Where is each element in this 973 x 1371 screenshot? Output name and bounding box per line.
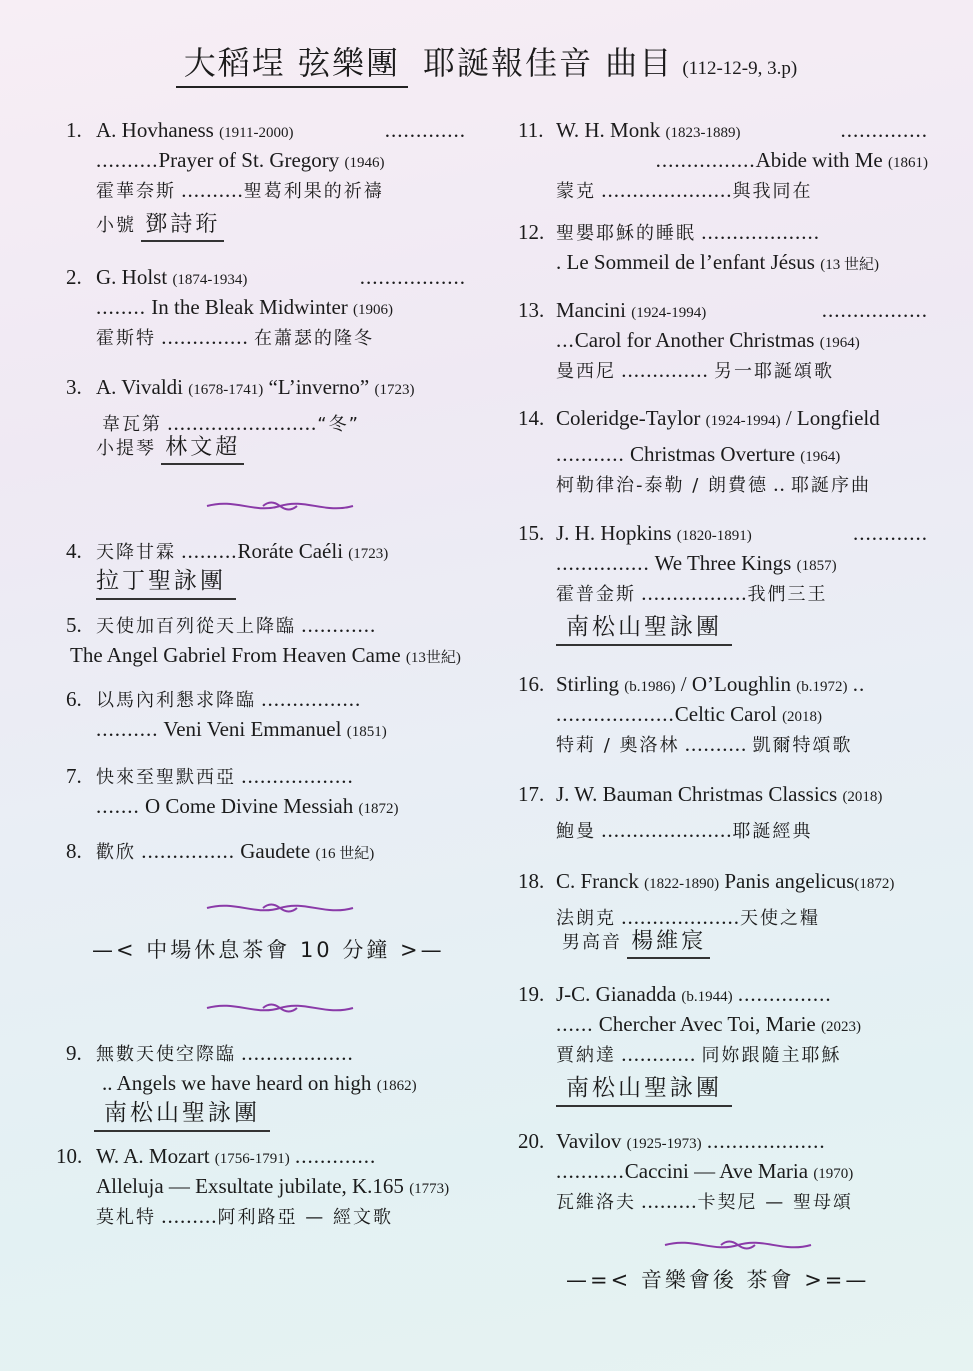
program-item-9 [66,1038,486,1138]
leader-dots: ........... [556,442,625,466]
work-title: .. Angels we have heard on high [102,1071,372,1095]
work-year: (1906) [353,302,394,318]
leader-dots: .......... [181,178,244,202]
program-item-3 [66,372,476,468]
composer-years: (1678-1741) [188,382,264,398]
work-chinese: “冬” [317,414,360,435]
item-number: 12. [518,220,545,244]
item-number: 6. [66,687,82,711]
work-year: (1861) [888,155,928,171]
leader-dots: ............ [301,613,377,637]
work-title: The Angel Gabriel From Heaven Came [70,643,401,667]
leader-dots: ................ [261,687,362,711]
performer-role: 男高音 [562,932,622,953]
work-title: . Le Sommeil de l’enfant Jésus [556,250,815,274]
leader-dots: ..................... [601,818,733,842]
work-title: Prayer of St. Gregory [158,148,340,172]
work-title: In the Bleak Midwinter [151,295,348,319]
performer-name: 鄧詩珩 [141,210,224,242]
work-title: “L’inverno” [268,375,370,399]
leader-dots: ......... [181,539,238,563]
work-year: (1857) [796,558,837,574]
composer-chinese: 莫札特 [96,1207,156,1228]
work-title: O Come Divine Messiah [145,794,354,818]
leader-dots: ......... [641,1189,698,1213]
leader-dots: ............... [737,982,832,1006]
work-title: Gaudete [240,839,311,863]
work-year: (1862) [376,1078,417,1094]
leader-dots: ................... [556,702,675,726]
program-item-6 [66,684,466,744]
work-year: (1851) [346,724,387,740]
choir-name: 南松山聖詠團 [556,1073,732,1107]
composer-years: (b.1986) [624,679,676,695]
work-chinese: 聖葛利果的祈禱 [243,181,384,202]
item-number: 16. [518,672,545,696]
work-chinese: 卡契尼 — 聖母頌 [697,1192,853,1213]
composer-years: (1925-1973) [626,1136,702,1152]
program-item-4 [66,536,486,606]
item-number: 14. [518,406,545,430]
composer-years: (1820-1891) [676,528,752,544]
work-year: (1872) [854,876,895,892]
leader-dots: .......... [684,732,748,756]
work-year: (1946) [344,155,385,171]
composer-years: (1756-1791) [214,1151,290,1167]
leader-dots: ................... [701,220,820,244]
work-chinese: 凱爾特頌歌 [752,735,853,756]
composer: Mancini [556,298,626,322]
leader-dots: .......... [96,148,159,172]
leader-dots: ................. [359,265,466,289]
composer: W. H. Monk [556,118,661,142]
work-title: Carol for Another Christmas [574,328,815,352]
leader-dots: .............. [621,358,709,382]
composer-chinese: 柯勒律治-泰勒 / 朗費德 [556,475,769,496]
closing-notice: —=< 音樂會後 茶會 >=— [566,1268,870,1292]
work-chinese: 天使加百列從天上降臨 [96,616,296,637]
leader-dots: ..................... [601,178,733,202]
program-item-7 [66,761,466,821]
item-number: 7. [66,764,82,788]
leader-dots: ................. [821,298,928,322]
choir-name: 南松山聖詠團 [94,1098,270,1132]
item-number: 3. [66,375,82,399]
work-title: Christmas Overture [630,442,796,466]
composer-second-years: (b.1972) [796,679,848,695]
work-chinese: 另一耶誕頌歌 [714,361,834,382]
work-year: (1723) [374,382,415,398]
work-title: We Three Kings [654,551,792,575]
composer-chinese: 韋瓦第 [102,414,162,435]
composer: J-C. Gianadda [556,982,677,1006]
flourish-divider [205,998,355,1018]
item-number: 11. [518,118,544,142]
performer-role: 小提琴 [96,438,156,459]
composer-years: (1911-2000) [219,125,294,141]
item-number: 18. [518,869,545,893]
work-chinese: 天降甘霖 [96,542,176,563]
composer: A. Hovhaness [96,118,214,142]
work-chinese: 歡欣 [96,842,136,863]
work-year: (1964) [800,449,841,465]
item-number: 13. [518,298,545,322]
work-title: Chercher Avec Toi, Marie [598,1012,816,1036]
work-chinese: 天使之糧 [740,908,820,929]
leader-dots: .................. [241,764,354,788]
program-item-17 [518,779,938,845]
leader-dots: ................... [621,905,740,929]
work-title: Veni Veni Emmanuel [163,717,342,741]
composer-years: (1924-1994) [705,413,781,429]
work-year: (1964) [819,335,860,351]
composer-chinese: 霍華奈斯 [96,181,176,202]
program-item-15 [518,518,928,652]
program-item-19 [518,979,938,1113]
program-item-8 [66,836,466,866]
program-item-12 [518,217,928,277]
concert-title: 耶誕報佳音 曲目 [423,44,674,82]
item-number: 17. [518,782,545,806]
program-item-13 [518,295,928,385]
flourish-divider [205,496,355,516]
work-chinese: 無數天使空際臨 [96,1044,236,1065]
composer: C. Franck [556,869,639,893]
work-title: Celtic Carol [674,702,777,726]
work-chinese: 同妳跟隨主耶穌 [701,1045,842,1066]
work-chinese: 與我同在 [732,181,813,202]
composer-chinese: 蒙克 [556,181,596,202]
flourish-divider [205,898,355,918]
composer-chinese: 鮑曼 [556,821,596,842]
program-item-10 [56,1141,496,1231]
composer: G. Holst [96,265,168,289]
composer-second: / Longfield [785,406,880,430]
work-chinese: 阿利路亞 — 經文歌 [217,1207,393,1228]
program-item-16 [518,669,938,759]
work-title: Caccini — Ave Maria [624,1159,809,1183]
leader-dots: ............... [141,839,235,863]
work-chinese: 以馬內利懇求降臨 [96,690,256,711]
composer-second: / O’Loughlin [680,672,792,696]
leader-dots: ...... [556,1012,594,1036]
work-year: (1872) [358,801,399,817]
leader-dots: ............ [853,521,928,545]
program-item-2 [66,262,466,352]
composer-years: (1822-1890) [644,876,720,892]
work-year: (1970) [813,1166,854,1182]
composer: J. H. Hopkins [556,521,672,545]
work-chinese: 耶誕序曲 [791,475,872,496]
leader-dots: .............. [840,118,928,142]
leader-dots: ................ [655,148,756,172]
composer-chinese: 特莉 / 奧洛林 [556,735,680,756]
composer-chinese: 瓦維洛夫 [556,1192,636,1213]
composer-chinese: 賈納達 [556,1045,616,1066]
flourish-divider [663,1235,813,1255]
performer-role: 小號 [96,215,136,236]
work-year: (2023) [821,1019,862,1035]
item-number: 5. [66,613,82,637]
work-year: (13世紀) [405,650,461,666]
composer: Coleridge-Taylor [556,406,701,430]
item-number: 19. [518,982,545,1006]
item-number: 10. [56,1144,83,1168]
composer-years: (1874-1934) [172,272,248,288]
work-year: (16 世紀) [315,846,375,862]
leader-dots: .. [852,672,866,696]
composer-chinese: 曼西尼 [556,361,616,382]
composer: W. A. Mozart [96,1144,210,1168]
leader-dots: ................... [706,1129,826,1153]
composer-years: (1823-1889) [665,125,741,141]
composer: J. W. Bauman Christmas Classics [556,782,838,806]
item-number: 4. [66,539,82,563]
work-title: Abide with Me [755,148,883,172]
program-item-1 [66,115,466,249]
work-title: Panis angelicus [724,869,855,893]
composer-years: (b.1944) [681,989,733,1005]
choir-name: 南松山聖詠團 [556,612,732,646]
leader-dots: .............. [161,325,249,349]
leader-dots: ....... [96,794,140,818]
leader-dots: ........................ [167,411,318,435]
work-year: (1773) [409,1181,450,1197]
item-number: 15. [518,521,545,545]
leader-dots: ......... [161,1204,218,1228]
work-year: (1723) [348,546,389,562]
choir-name: 拉丁聖詠團 [96,566,236,600]
composer: A. Vivaldi [96,375,184,399]
leader-dots: ............... [556,551,650,575]
work-chinese: 耶誕經典 [732,821,813,842]
performer-name: 楊維宸 [627,927,710,959]
item-number: 20. [518,1129,545,1153]
leader-dots: .. [773,472,786,496]
leader-dots: ................. [641,581,748,605]
item-number: 9. [66,1041,82,1065]
leader-dots: ... [556,328,575,352]
leader-dots: ............. [295,1144,377,1168]
performer-name: 林文超 [161,433,244,465]
concert-date: (112-12-9, 3.p) [682,58,798,79]
work-title: Alleluja — Exsultate jubilate, K.165 [96,1174,404,1198]
program-title [0,38,973,88]
item-number: 1. [66,118,82,142]
leader-dots: .......... [96,717,159,741]
leader-dots: ........... [556,1159,625,1183]
program-item-11 [518,115,928,205]
orchestra-name: 大稻埕 弦樂團 [176,38,408,88]
work-year: (2018) [782,709,823,725]
leader-dots: ............. [384,118,466,142]
work-chinese: 快來至聖默西亞 [96,767,236,788]
work-chinese: 聖嬰耶穌的睡眠 [556,223,696,244]
program-item-20 [518,1126,938,1216]
program-item-18 [518,866,938,962]
work-year: (13 世紀) [820,257,879,273]
leader-dots: ........ [96,295,146,319]
item-number: 8. [66,839,82,863]
composer: Vavilov [556,1129,622,1153]
intermission-notice: —< 中場休息茶會 10 分鐘 >— [92,938,445,962]
composer-chinese: 霍斯特 [96,328,156,349]
composer-chinese: 霍普金斯 [556,584,636,605]
program-item-5 [66,610,536,670]
composer-chinese: 法朗克 [556,908,616,929]
work-title: Roráte Caéli [237,539,344,563]
item-number: 2. [66,265,82,289]
composer: Stirling [556,672,620,696]
work-chinese: 我們三王 [747,584,828,605]
program-item-14 [518,403,938,499]
work-chinese: 在蕭瑟的隆冬 [254,328,374,349]
leader-dots: ............ [621,1042,697,1066]
work-year: (2018) [842,789,883,805]
composer-years: (1924-1994) [631,305,707,321]
leader-dots: .................. [241,1041,354,1065]
